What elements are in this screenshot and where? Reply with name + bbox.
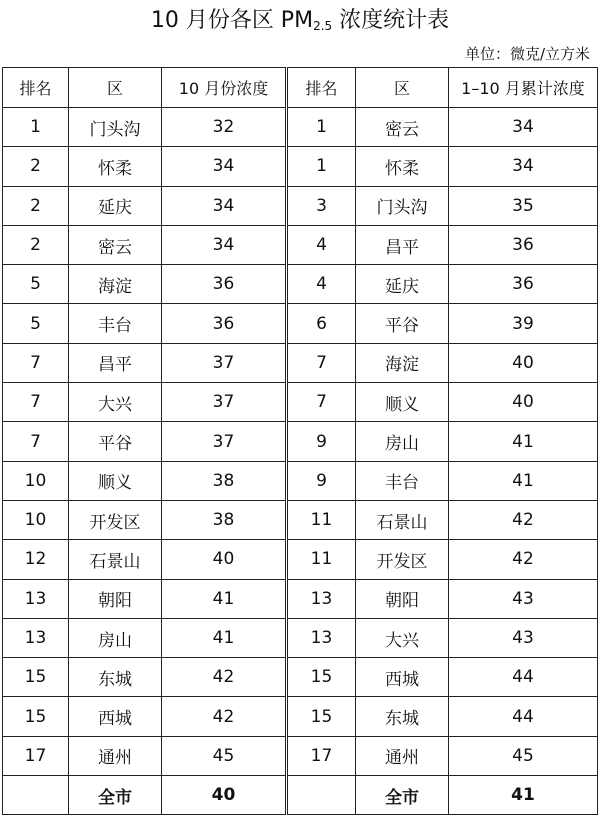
cell-district-oct: 密云 bbox=[69, 225, 162, 264]
cell-district-oct: 通州 bbox=[69, 736, 162, 775]
cell-oct-concentration: 41 bbox=[162, 618, 287, 657]
cell-rank-oct: 5 bbox=[3, 265, 69, 304]
cell-district-cum: 西城 bbox=[356, 658, 449, 697]
cell-cum-concentration: 44 bbox=[449, 697, 598, 736]
cell-cum-concentration: 41 bbox=[449, 461, 598, 500]
cell-cum-concentration: 40 bbox=[449, 383, 598, 422]
cell-rank-oct: 5 bbox=[3, 304, 69, 343]
table-row bbox=[3, 225, 598, 264]
cell-district-oct: 昌平 bbox=[69, 343, 162, 382]
cell-oct-concentration: 37 bbox=[162, 343, 287, 382]
cell-oct-concentration: 32 bbox=[162, 108, 287, 147]
cell-rank-oct: 15 bbox=[3, 658, 69, 697]
cell-district-oct: 房山 bbox=[69, 618, 162, 657]
cell-district-cum: 房山 bbox=[356, 422, 449, 461]
cell-district-cum: 平谷 bbox=[356, 304, 449, 343]
table-row bbox=[3, 540, 598, 579]
table-row bbox=[3, 265, 598, 304]
cell-district-oct: 开发区 bbox=[69, 500, 162, 539]
cell-district-cum: 朝阳 bbox=[356, 579, 449, 618]
cell-oct-concentration: 42 bbox=[162, 697, 287, 736]
cell-cum-concentration: 35 bbox=[449, 186, 598, 225]
cell-oct-concentration: 38 bbox=[162, 461, 287, 500]
cell-rank-oct: 17 bbox=[3, 736, 69, 775]
cell-district-cum: 东城 bbox=[356, 697, 449, 736]
table-row bbox=[3, 186, 598, 225]
cell-rank-oct: 7 bbox=[3, 422, 69, 461]
page-title bbox=[0, 6, 600, 38]
cell-rank-oct: 2 bbox=[3, 147, 69, 186]
title-subscript: 2.5 bbox=[313, 19, 333, 33]
cell-cum-concentration: 39 bbox=[449, 304, 598, 343]
cell-rank-cum: 4 bbox=[287, 265, 356, 304]
cell-rank-cum: 9 bbox=[287, 461, 356, 500]
header-district-cum: 区 bbox=[356, 68, 449, 108]
cell-cum-concentration: 44 bbox=[449, 658, 598, 697]
cell-rank-oct: 7 bbox=[3, 383, 69, 422]
cell-rank-cum: 15 bbox=[287, 658, 356, 697]
header-district-oct: 区 bbox=[69, 68, 162, 108]
table-row bbox=[3, 304, 598, 343]
cell-district-cum: 顺义 bbox=[356, 383, 449, 422]
cell-rank-oct: 2 bbox=[3, 186, 69, 225]
cell-cum-concentration: 36 bbox=[449, 265, 598, 304]
cell-oct-concentration: 40 bbox=[162, 540, 287, 579]
cell-rank-cum: 1 bbox=[287, 147, 356, 186]
unit-label: 单位：微克/立方米 bbox=[464, 45, 590, 63]
table-row bbox=[3, 422, 598, 461]
cell-rank-oct: 12 bbox=[3, 540, 69, 579]
cell-district-cum: 昌平 bbox=[356, 225, 449, 264]
cell-cum-concentration: 45 bbox=[449, 736, 598, 775]
cell-oct-concentration: 38 bbox=[162, 500, 287, 539]
cell-rank-oct: 7 bbox=[3, 343, 69, 382]
title-suffix: 浓度统计表 bbox=[332, 8, 450, 33]
cell-rank-oct: 15 bbox=[3, 697, 69, 736]
cell-district-cum: 开发区 bbox=[356, 540, 449, 579]
cell-cum-concentration: 40 bbox=[449, 343, 598, 382]
cell-rank-cum: 17 bbox=[287, 736, 356, 775]
table-row bbox=[3, 500, 598, 539]
cell-oct-concentration: 36 bbox=[162, 304, 287, 343]
header-rank-cum: 排名 bbox=[287, 68, 356, 108]
cell-district-cum: 延庆 bbox=[356, 265, 449, 304]
cell-district-cum: 海淀 bbox=[356, 343, 449, 382]
cell-rank-oct: 13 bbox=[3, 618, 69, 657]
cell-rank-cum: 6 bbox=[287, 304, 356, 343]
cell-oct-concentration: 42 bbox=[162, 658, 287, 697]
total-row bbox=[3, 776, 598, 815]
cell-oct-concentration: 37 bbox=[162, 383, 287, 422]
cell-rank-cum: 9 bbox=[287, 422, 356, 461]
cell-rank-oct: 10 bbox=[3, 461, 69, 500]
table-row bbox=[3, 147, 598, 186]
cell-oct-concentration: 34 bbox=[162, 186, 287, 225]
cell-district-oct: 平谷 bbox=[69, 422, 162, 461]
cell-cum-concentration: 41 bbox=[449, 422, 598, 461]
cell-district-cum: 门头沟 bbox=[356, 186, 449, 225]
table-row bbox=[3, 579, 598, 618]
cell-cum-concentration: 36 bbox=[449, 225, 598, 264]
cell-cum-concentration: 42 bbox=[449, 540, 598, 579]
cell-oct-concentration: 34 bbox=[162, 225, 287, 264]
cell-oct-concentration: 45 bbox=[162, 736, 287, 775]
table-row bbox=[3, 618, 598, 657]
cell-cum-concentration: 42 bbox=[449, 500, 598, 539]
header-row bbox=[3, 68, 598, 108]
cell-rank-cum: 1 bbox=[287, 108, 356, 147]
cell-district-cum: 丰台 bbox=[356, 461, 449, 500]
total-rank-cum bbox=[287, 776, 356, 815]
table-body bbox=[3, 108, 598, 815]
table-row bbox=[3, 658, 598, 697]
cell-district-cum: 大兴 bbox=[356, 618, 449, 657]
cell-rank-oct: 1 bbox=[3, 108, 69, 147]
cell-rank-cum: 15 bbox=[287, 697, 356, 736]
cell-district-oct: 东城 bbox=[69, 658, 162, 697]
cell-oct-concentration: 34 bbox=[162, 147, 287, 186]
total-oct-concentration: 40 bbox=[162, 776, 287, 815]
cell-district-oct: 怀柔 bbox=[69, 147, 162, 186]
cell-oct-concentration: 37 bbox=[162, 422, 287, 461]
total-rank-oct bbox=[3, 776, 69, 815]
table-row bbox=[3, 461, 598, 500]
table-row bbox=[3, 383, 598, 422]
cell-district-oct: 朝阳 bbox=[69, 579, 162, 618]
cell-district-cum: 石景山 bbox=[356, 500, 449, 539]
table-row bbox=[3, 343, 598, 382]
cell-rank-cum: 4 bbox=[287, 225, 356, 264]
header-cum-concentration: 1–10 月累计浓度 bbox=[449, 68, 598, 108]
cell-district-oct: 海淀 bbox=[69, 265, 162, 304]
cell-rank-cum: 7 bbox=[287, 343, 356, 382]
cell-cum-concentration: 43 bbox=[449, 618, 598, 657]
cell-district-oct: 石景山 bbox=[69, 540, 162, 579]
total-label-cum: 全市 bbox=[356, 776, 449, 815]
cell-district-oct: 西城 bbox=[69, 697, 162, 736]
cell-district-cum: 通州 bbox=[356, 736, 449, 775]
cell-rank-cum: 13 bbox=[287, 618, 356, 657]
cell-rank-cum: 7 bbox=[287, 383, 356, 422]
table-row bbox=[3, 108, 598, 147]
cell-rank-oct: 2 bbox=[3, 225, 69, 264]
title-prefix: 10 月份各区 PM bbox=[150, 8, 314, 33]
cell-rank-oct: 13 bbox=[3, 579, 69, 618]
cell-oct-concentration: 36 bbox=[162, 265, 287, 304]
total-label-oct: 全市 bbox=[69, 776, 162, 815]
cell-rank-cum: 13 bbox=[287, 579, 356, 618]
cell-cum-concentration: 34 bbox=[449, 147, 598, 186]
header-rank-oct: 排名 bbox=[3, 68, 69, 108]
cell-district-cum: 密云 bbox=[356, 108, 449, 147]
header-oct-concentration: 10 月份浓度 bbox=[162, 68, 287, 108]
cell-district-oct: 门头沟 bbox=[69, 108, 162, 147]
total-cum-concentration: 41 bbox=[449, 776, 598, 815]
cell-district-oct: 延庆 bbox=[69, 186, 162, 225]
pm25-table bbox=[2, 67, 598, 815]
table-row bbox=[3, 697, 598, 736]
cell-oct-concentration: 41 bbox=[162, 579, 287, 618]
cell-district-oct: 丰台 bbox=[69, 304, 162, 343]
cell-rank-cum: 11 bbox=[287, 500, 356, 539]
table-row bbox=[3, 736, 598, 775]
cell-district-oct: 顺义 bbox=[69, 461, 162, 500]
cell-rank-cum: 11 bbox=[287, 540, 356, 579]
cell-rank-cum: 3 bbox=[287, 186, 356, 225]
cell-cum-concentration: 34 bbox=[449, 108, 598, 147]
cell-rank-oct: 10 bbox=[3, 500, 69, 539]
cell-cum-concentration: 43 bbox=[449, 579, 598, 618]
cell-district-oct: 大兴 bbox=[69, 383, 162, 422]
cell-district-cum: 怀柔 bbox=[356, 147, 449, 186]
